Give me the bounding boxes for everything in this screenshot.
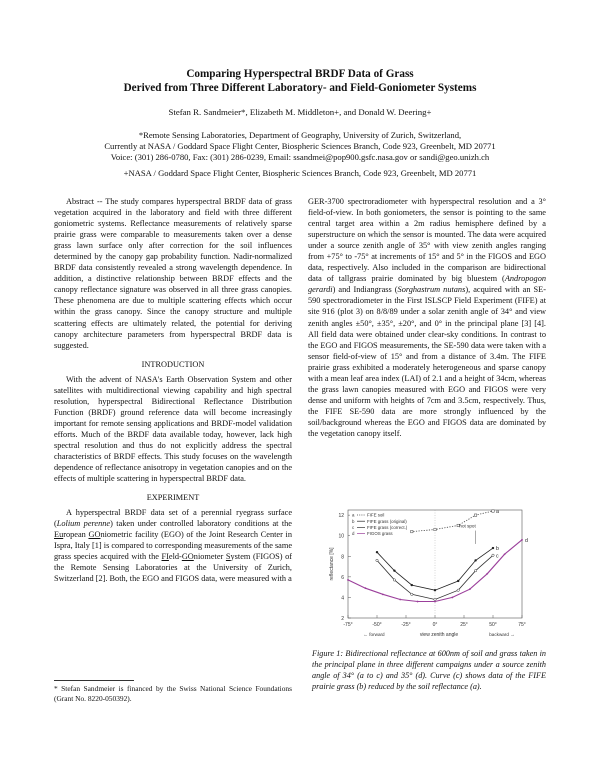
series-letter-c: c bbox=[496, 553, 499, 560]
x-axis-label: view zenith angle bbox=[419, 632, 459, 638]
left-column bbox=[54, 196, 292, 584]
legend-letter: b bbox=[352, 518, 355, 524]
series-point-c bbox=[393, 579, 395, 581]
legend-entry: FIFE grass (original) bbox=[367, 518, 407, 524]
affiliation-line-3: Voice: (301) 286-0780, Fax: (301) 286-0239, Email: ssandmei@pop900.gsfc.nasa.gov or sandi@geo.unizh.ch bbox=[110, 152, 490, 162]
paper-title-line-2: Derived from Three Different Laboratory- and Field-Goniometer Systems bbox=[123, 82, 477, 94]
abstract: Abstract -- The study compares hyperspectral BRDF data of grass vegetation acquired in the laboratory and field with three different goniometric systems. Reflectance measurements of relatively sparse prairie grass were comparable to measurements taken over a dense grass lawn surface only after correction for the soil influences determined by the canopy gap probability function. Nadir-normalized BRDF data consistently revealed a strong wavelength dependence. In addition, a distinctive relationship between BRDF effects and the canopy reflectance signature was observed in all three grass canopies. These phenomena are due to multiple scattering effects which occur within the grass canopy. Since the canopy structure and multiple scattering effects are ultimately related, the potential for deriving canopy architecture parameters from hyperspectral BRDF data is suggested. bbox=[54, 197, 292, 350]
y-tick-label: 8 bbox=[341, 554, 344, 561]
y-tick-label: 2 bbox=[341, 616, 344, 622]
series-point-c bbox=[434, 598, 436, 600]
series-point-a bbox=[434, 528, 436, 530]
series-point-c bbox=[492, 554, 494, 556]
experiment-heading: EXPERIMENT bbox=[146, 493, 200, 503]
right-column-text: GER-3700 spectroradiometer with hyperspectral resolution and a 3° field-of-view. In both goniometers, the sensor is pointing to the same central target area within a 2m radius hemisphere defined by a superstructure on which the sensor is mounted. The data were acquired under a source zenith angle of 35° with view zenith angles ranging from +75° to -75° at increments of 15° and 5° in the FIGOS and EGO data, respectively. Also included in the comparison are bidirectional data of tallgrass prairie dominated by big bluestem (Andropogon gerardi) and Indiangrass (Sorghastrum nutans), acquired with an SE-590 spectroradiometer in the First ISLSCP Field Experiment (FIFE) at site 916 (plot 3) on 8/8/89 under a solar zenith angle of 34° and view zenith angles ±50°, ±35°, ±20°, and 0° in the principal plane [3] [4]. All field data were obtained under clear-sky conditions. In contrast to the EGO and FIGOS measurements, the SE-590 data were taken with a sensor field-of-view of 15° and from a distance of 3.4m. The FIFE prairie grass exhibited a moderately heterogeneous and sparse canopy with a mean leaf area index (LAI) of 2.1 and a height of 34cm, whereas the grass lawn canopies measured with EGO and FIGOS were very dense and uniform with heights of 7cm and 3.5cm, respectively. Thus, the FIFE SE-590 data are more strongly influenced by the soil/background whereas the EGO and FIGOS data are dominated by the vegetation canopy itself. bbox=[308, 197, 546, 438]
x-tick-label: 25° bbox=[460, 622, 468, 628]
series-point-c bbox=[457, 589, 459, 591]
legend-letter: d bbox=[352, 531, 355, 537]
x-tick-label: -50° bbox=[372, 622, 382, 628]
series-point-b bbox=[411, 584, 413, 586]
series-letter-d: d bbox=[525, 537, 528, 544]
series-point-b bbox=[434, 589, 436, 591]
x-tick-label: 75° bbox=[518, 622, 526, 628]
introduction-heading: INTRODUCTION bbox=[141, 359, 205, 369]
series-point-a bbox=[411, 530, 413, 532]
figure-1-chart bbox=[326, 504, 532, 642]
affiliation-line-4: +NASA / Goddard Space Flight Center, Biospheric Sciences Branch, Code 923, Greenbelt, MD 20771 bbox=[123, 168, 477, 178]
series-point-d bbox=[469, 588, 471, 590]
series-point-d bbox=[417, 601, 419, 603]
figure-1-caption: Figure 1: Bidirectional reflectance at 600nm of soil and grass taken in the principal plane in three different campaigns under a source zenith angle of 34° (a to c) and 35° (d). Curve (c) shows data of the FIFE prairie grass (b) reduced by the soil reflectance (a). bbox=[312, 649, 546, 691]
legend-entry: FIGOS grass bbox=[367, 531, 393, 537]
x-tick-label: -25° bbox=[401, 622, 411, 628]
hot-spot-label: hot spot bbox=[459, 523, 476, 529]
legend-entry: FIFE grass (correct.) bbox=[367, 525, 408, 530]
forward-label: ← forward bbox=[363, 632, 385, 637]
series-point-b bbox=[376, 551, 378, 553]
legend-letter: a bbox=[352, 512, 355, 518]
series-point-d bbox=[521, 539, 523, 541]
legend-entry: FIFE soil bbox=[367, 512, 385, 518]
series-point-d bbox=[452, 597, 454, 599]
backward-label: backward → bbox=[489, 632, 515, 637]
y-tick-label: 10 bbox=[338, 533, 344, 540]
affiliation-line-2: Currently at NASA / Goddard Space Flight Center, Biospheric Sciences Branch, Code 923, Greenbelt, MD 20771 bbox=[104, 141, 496, 151]
x-tick-label: -75° bbox=[343, 622, 353, 628]
introduction-text: With the advent of NASA's Earth Observation System and other satellites with multidirectional viewing capability and high spectral resolution, hyperspectral Bidirectional Reflectance Distribution Function (BRDF) ground reference data will become increasingly important for remote sensing applications and BRDF-model validation efforts. Much of the BRDF data available today, however, lack high spectral resolution and thus do not explicitly address the spectral characteristics of BRDF effects. This study focuses on the wavelength dependence of reflectance anisotropy in vegetation canopies and on the effects of multiple scattering in hyperspectral BRDF data. bbox=[54, 374, 292, 484]
paper-title-line-1: Comparing Hyperspectral BRDF Data of Grass bbox=[186, 68, 414, 80]
y-tick-label: 4 bbox=[341, 595, 344, 602]
y-axis-label: reflectance [%] bbox=[329, 547, 335, 581]
authors: Stefan R. Sandmeier*, Elizabeth M. Middleton+, and Donald W. Deering+ bbox=[168, 107, 432, 117]
y-tick-label: 12 bbox=[338, 513, 344, 520]
series-point-c bbox=[411, 593, 413, 595]
series-point-c bbox=[474, 569, 476, 571]
series-point-a bbox=[492, 510, 494, 512]
series-point-d bbox=[504, 553, 506, 555]
series-point-b bbox=[492, 547, 494, 549]
series-point-d bbox=[365, 587, 367, 589]
x-tick-label: 0° bbox=[432, 622, 438, 628]
legend-letter: c bbox=[352, 525, 355, 530]
x-tick-label: 50° bbox=[489, 622, 497, 628]
series-point-d bbox=[382, 593, 384, 595]
y-tick-label: 6 bbox=[341, 574, 344, 581]
series-point-a bbox=[474, 514, 476, 516]
series-point-d bbox=[347, 579, 349, 581]
footnote: * Stefan Sandmeier is financed by the Swiss National Science Foundations (Grant No. 8220-050392). bbox=[54, 684, 292, 703]
footnote-rule bbox=[54, 680, 134, 681]
series-point-d bbox=[434, 601, 436, 603]
series-point-c bbox=[376, 559, 378, 561]
experiment-text: A hyperspectral BRDF data set of a perennial ryegrass surface (Lolium perenne) taken under controlled laboratory conditions at the European GOniometric facility (EGO) of the Joint Research Center in Ispra, Italy [1] is compared to corresponding measurements of the same grass species acquired with the FIeld-GOniometer System (FIGOS) of the Remote Sensing Laboratories at the University of Zurich, Switzerland [2]. Both, the EGO and FIGOS data, were measured with a bbox=[54, 508, 292, 584]
series-point-b bbox=[393, 569, 395, 571]
affiliation-line-1: *Remote Sensing Laboratories, Department of Geography, University of Zurich, Switzerland, bbox=[138, 130, 462, 140]
series-letter-b: b bbox=[496, 546, 499, 553]
series-letter-a: a bbox=[496, 509, 499, 516]
series-point-b bbox=[457, 580, 459, 582]
series-point-b bbox=[474, 559, 476, 561]
series-point-d bbox=[486, 573, 488, 575]
series-point-d bbox=[399, 599, 401, 601]
